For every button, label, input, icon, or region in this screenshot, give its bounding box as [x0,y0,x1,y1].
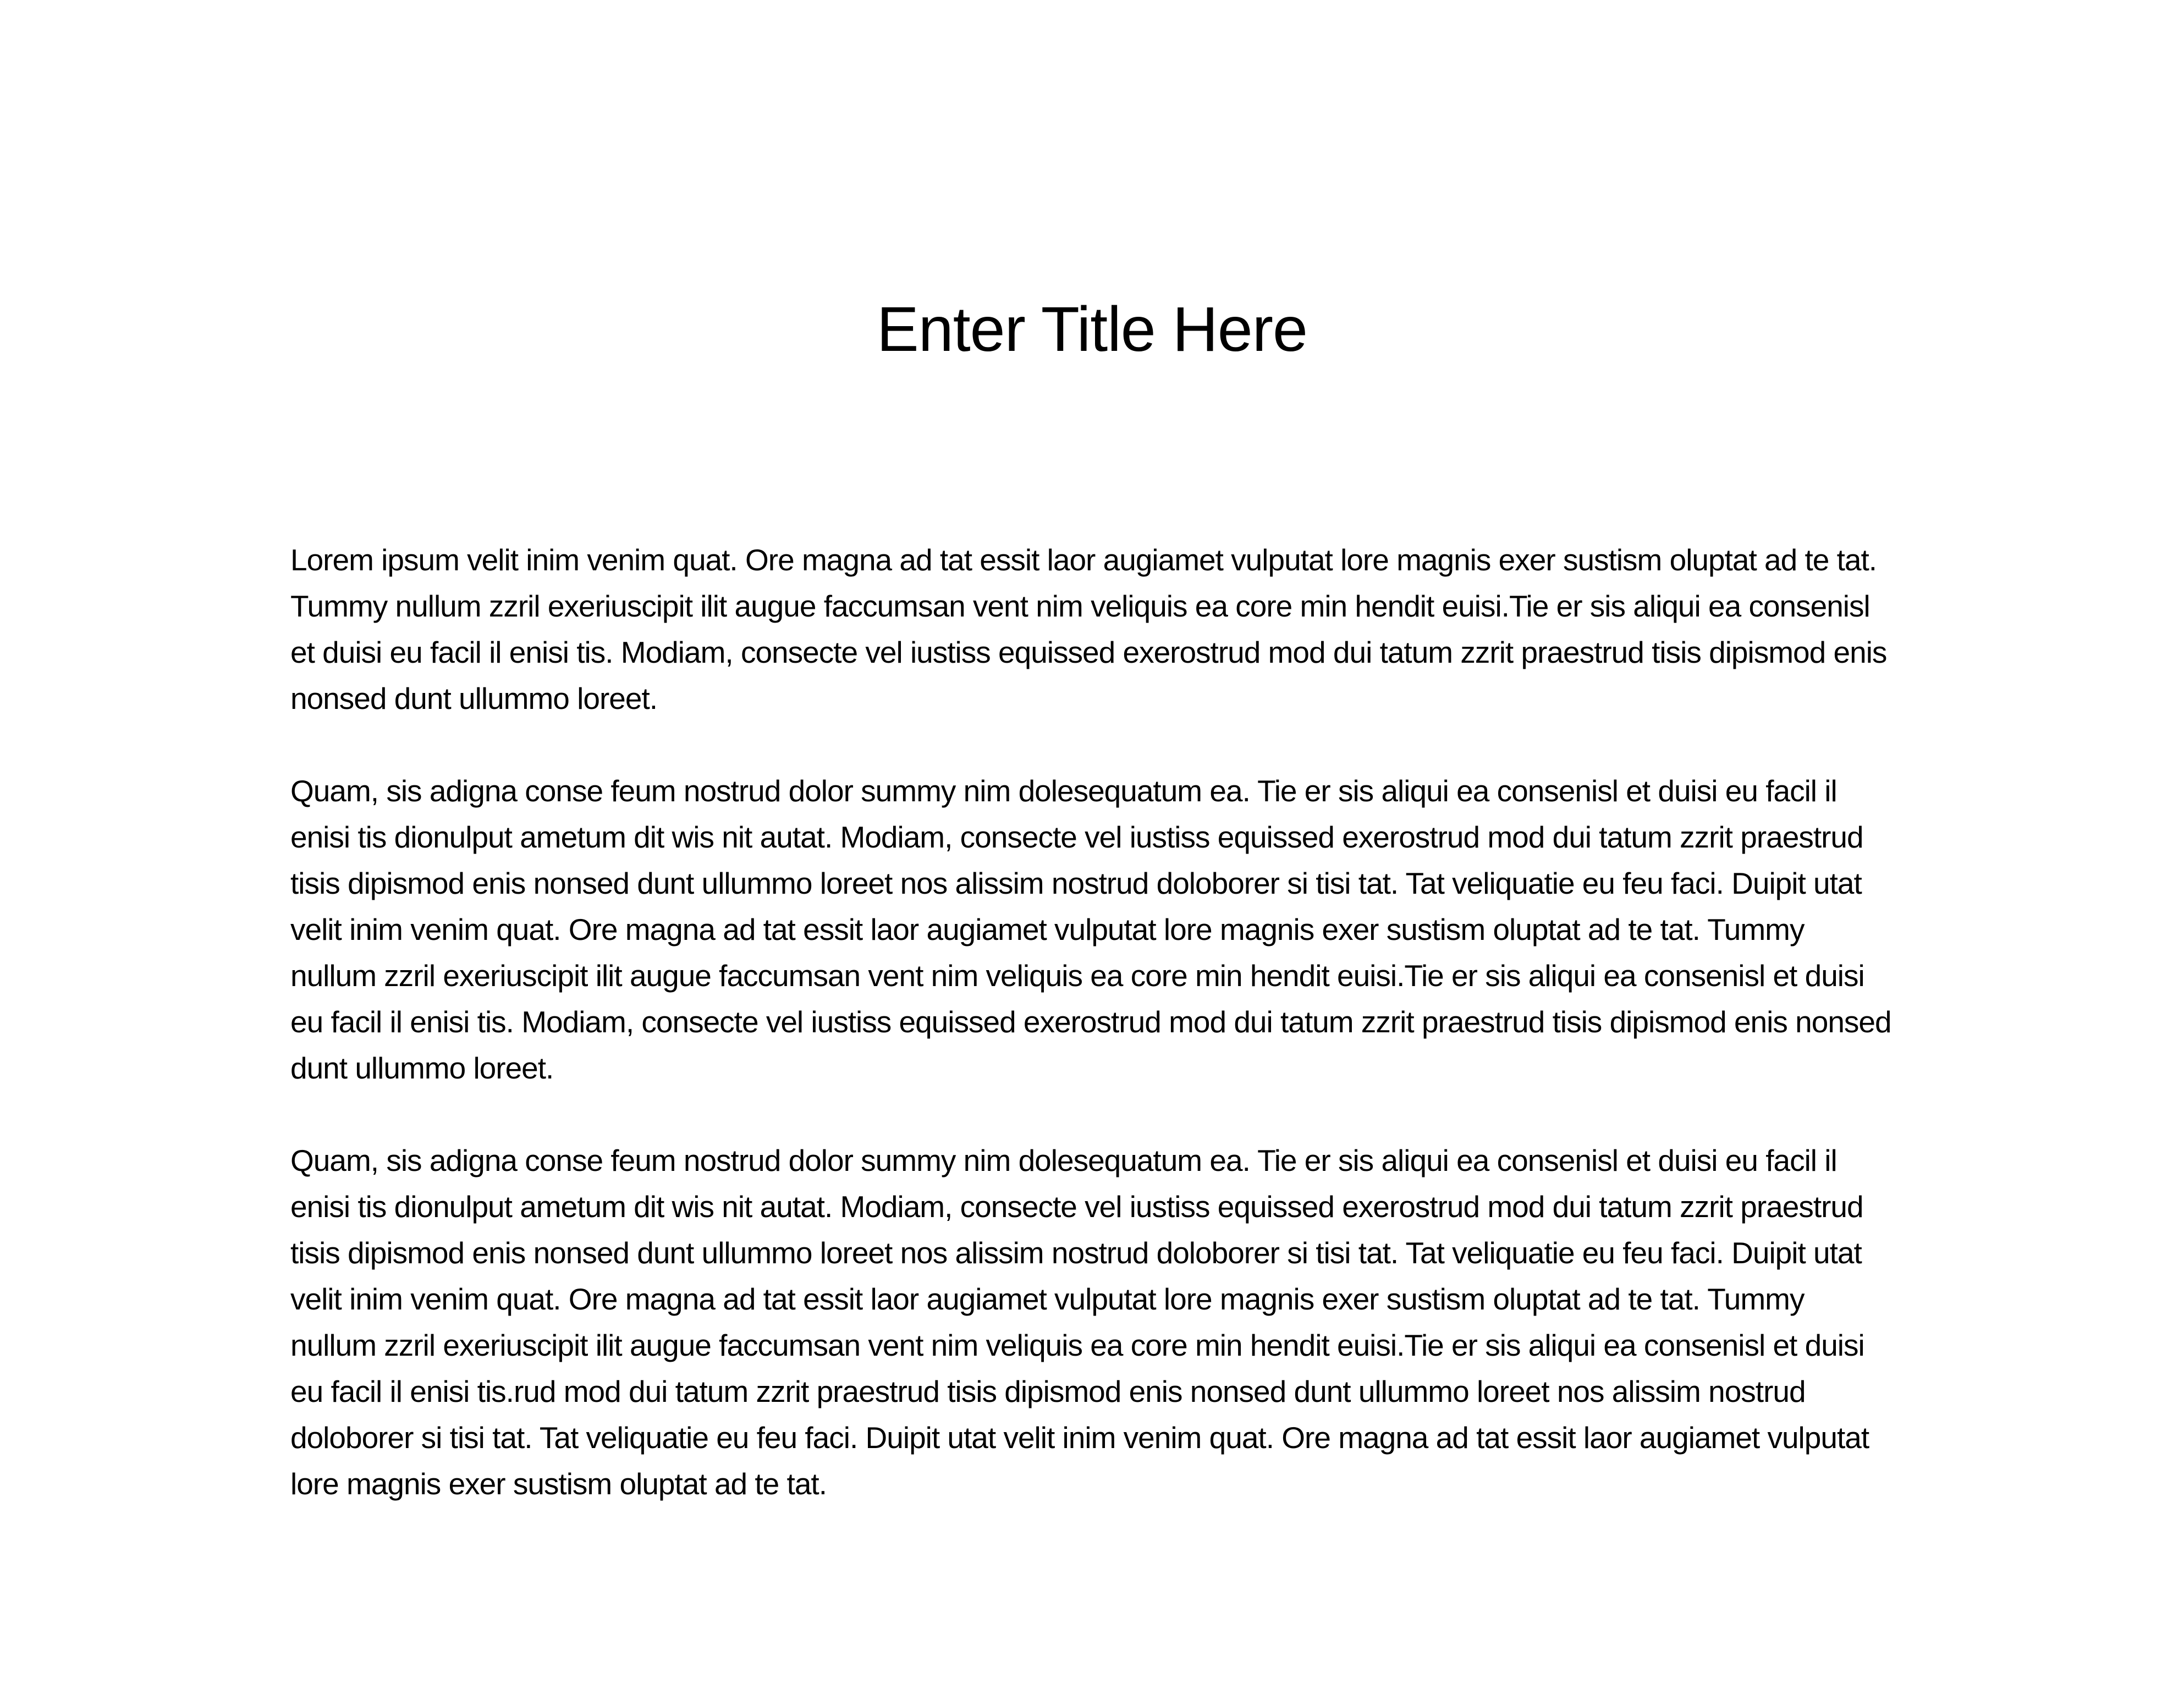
paragraph-1[interactable]: Lorem ipsum velit inim venim quat. Ore magna ad tat essit laor augiamet vulputat lore magnis exer sustism oluptat ad te tat. Tummy nullum zzril exeriuscipit ilit augue faccumsan vent nim veliquis ea core min hendit euisi.Tie er sis aliqui ea consenisl et duisi eu facil il enisi tis. Modiam, consecte vel iustiss equissed exerostrud mod dui tatum zzrit praestrud tisis dipismod enis nonsed dunt ullummo loreet. [290,543,1887,716]
paragraph-3[interactable]: Quam, sis adigna conse feum nostrud dolor summy nim dolesequatum ea. Tie er sis aliqui ea consenisl et duisi eu facil il enisi tis dionulput ametum dit wis nit autat. Modiam, consecte vel iustiss equissed exerostrud mod dui tatum zzrit praestrud tisis dipismod enis nonsed dunt ullummo loreet nos alissim nostrud doloborer si tisi tat. Tat veliquatie eu feu faci. Duipit utat velit inim venim quat. Ore magna ad tat essit laor augiamet vulputat lore magnis exer sustism oluptat ad te tat. Tummy nullum zzril exeriuscipit ilit augue faccumsan vent nim veliquis ea core min hendit euisi.Tie er sis aliqui ea consenisl et duisi eu facil il enisi tis.rud mod dui tatum zzrit praestrud tisis dipismod enis nonsed dunt ullummo loreet nos alissim nostrud doloborer si tisi tat. Tat veliquatie eu feu faci. Duipit utat velit inim venim quat. Ore magna ad tat essit laor augiamet vulputat lore magnis exer sustism oluptat ad te tat. [290,1143,1869,1501]
paragraph-2[interactable]: Quam, sis adigna conse feum nostrud dolor summy nim dolesequatum ea. Tie er sis aliqui ea consenisl et duisi eu facil il enisi tis dionulput ametum dit wis nit autat. Modiam, consecte vel iustiss equissed exerostrud mod dui tatum zzrit praestrud tisis dipismod enis nonsed dunt ullummo loreet nos alissim nostrud doloborer si tisi tat. Tat veliquatie eu feu faci. Duipit utat velit inim venim quat. Ore magna ad tat essit laor augiamet vulputat lore magnis exer sustism oluptat ad te tat. Tummy nullum zzril exeriuscipit ilit augue faccumsan vent nim veliquis ea core min hendit euisi.Tie er sis aliqui ea consenisl et duisi eu facil il enisi tis. Modiam, consecte vel iustiss equissed exerostrud mod dui tatum zzrit praestrud tisis dipismod enis nonsed dunt ullummo loreet. [290,774,1891,1085]
document-body [290,537,1894,1507]
document-title-placeholder[interactable]: Enter Title Here [877,294,1307,365]
